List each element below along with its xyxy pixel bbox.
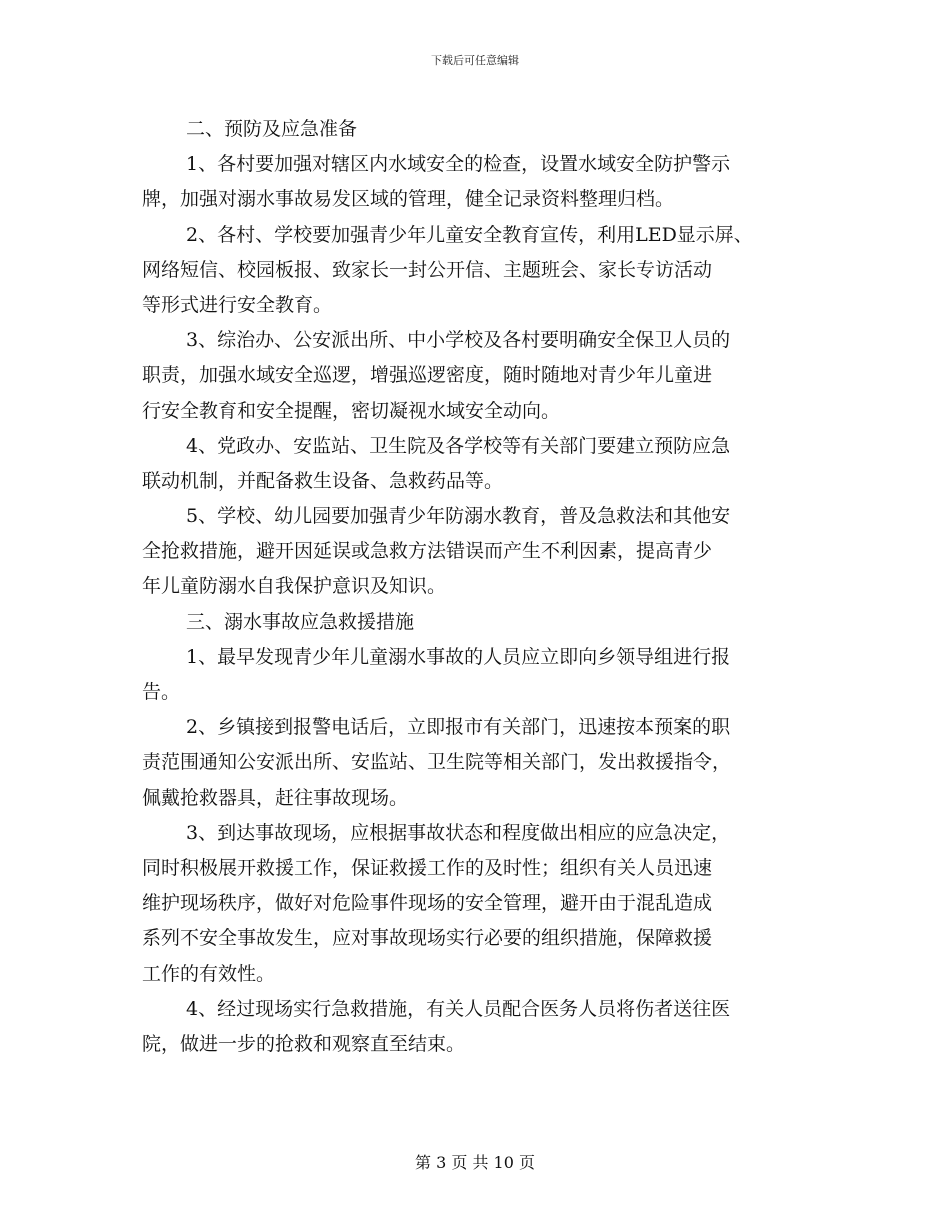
paragraph-line: 系列不安全事故发生，应对事故现场实行必要的组织措施，保障救援: [142, 927, 713, 950]
page-number-footer: 第 3 页 共 10 页: [415, 1153, 535, 1172]
paragraph-line: 2、乡镇接到报警电话后，立即报市有关部门，迅速按本预案的职: [186, 716, 731, 739]
section-heading-rescue: 三、溺水事故应急救援措施: [186, 610, 415, 633]
paragraph-line: 4、经过现场实行急救措施，有关人员配合医务人员将伤者送往医: [186, 997, 731, 1020]
paragraph-line: 告。: [142, 681, 181, 703]
document-body: [142, 112, 822, 1062]
paragraph-line: 联动机制，并配备救生设备、急救药品等。: [142, 469, 504, 492]
paragraph-line: 同时积极展开救援工作，保证救援工作的及时性；组织有关人员迅速: [142, 856, 713, 879]
paragraph-line: 1、最早发现青少年儿童溺水事故的人员应立即向乡领导组进行报: [186, 645, 731, 668]
paragraph-line: 网络短信、校园板报、致家长一封公开信、主题班会、家长专访活动: [142, 258, 713, 281]
paragraph-line: 维护现场秩序，做好对危险事件现场的安全管理，避开由于混乱造成: [142, 892, 713, 915]
paragraph-line: 行安全教育和安全提醒，密切凝视水域安全动向。: [142, 399, 561, 422]
paragraph-line: 责范围通知公安派出所、安监站、卫生院等相关部门，发出救援指令，: [142, 751, 732, 774]
paragraph-line: 工作的有效性。: [142, 962, 276, 985]
paragraph-line: 牌，加强对溺水事故易发区域的管理，健全记录资料整理归档。: [142, 188, 675, 211]
section-heading-prevention: 二、预防及应急准备: [186, 118, 358, 140]
paragraph-line: 1、各村要加强对辖区内水域安全的检查，设置水域安全防护警示: [186, 153, 731, 176]
paragraph-line: 5、学校、幼儿园要加强青少年防溺水教育，普及急救法和其他安: [186, 505, 731, 528]
paragraph-line: 佩戴抢救器具，赶往事故现场。: [142, 786, 409, 809]
page-header: 下载后可任意编辑: [431, 54, 519, 67]
paragraph-line: 院，做进一步的抢救和观察直至结束。: [142, 1032, 466, 1055]
paragraph-line: 全抢救措施，避开因延误或急救方法错误而产生不利因素，提高青少: [142, 540, 713, 563]
paragraph-line: 4、党政办、安监站、卫生院及各学校等有关部门要建立预防应急: [186, 434, 731, 457]
paragraph-line: 3、到达事故现场，应根据事故状态和程度做出相应的应急决定，: [186, 821, 731, 844]
paragraph-line: 年儿童防溺水自我保护意识及知识。: [142, 575, 447, 598]
paragraph-line: 等形式进行安全教育。: [142, 293, 333, 316]
paragraph-line: 2、各村、学校要加强青少年儿童安全教育宣传，利用LED显示屏、: [186, 223, 753, 246]
paragraph-line: 3、综治办、公安派出所、中小学校及各村要明确安全保卫人员的: [186, 329, 731, 352]
paragraph-line: 职责，加强水域安全巡逻，增强巡逻密度，随时随地对青少年儿童进: [142, 364, 713, 387]
